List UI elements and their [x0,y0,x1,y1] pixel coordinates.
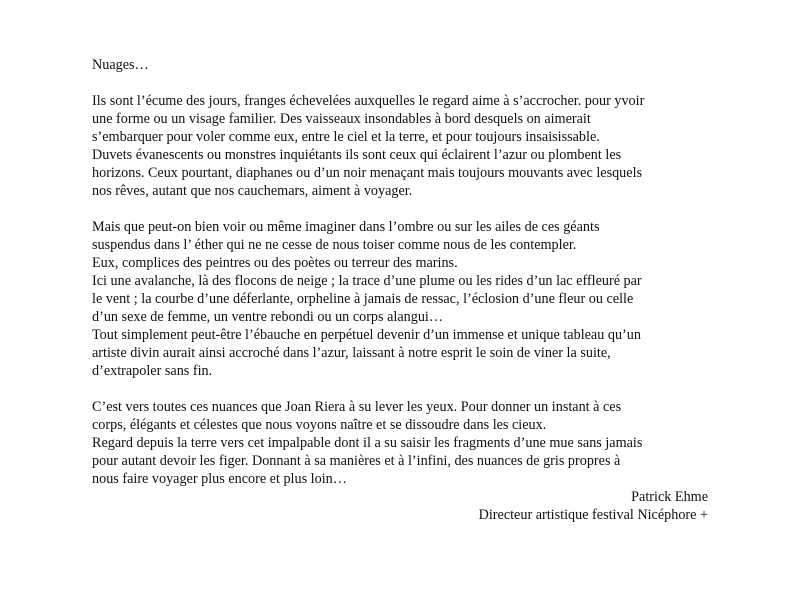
text-line: d’extrapoler sans fin. [92,363,213,379]
text-line: artiste divin aurait ainsi accroché dans l’azur, laissant à notre esprit le soin de viner la suite, [92,345,611,361]
paragraph-1 [92,92,712,200]
text-line: nos rêves, autant que nos cauchemars, aiment à voyager. [92,183,413,199]
signature-role: Directeur artistique festival Nicéphore + [478,507,708,523]
text-line: C’est vers toutes ces nuances que Joan Riera à su lever les yeux. Pour donner un instant à ces [92,399,622,415]
text-line: Regard depuis la terre vers cet impalpable dont il a su saisir les fragments d’une mue sans jamais [92,435,643,451]
text-line: nous faire voyager plus encore et plus loin… [92,471,347,487]
text-line: corps, élégants et célestes que nous voyons naître et se dissoudre dans les cieux. [92,417,547,433]
document-body [92,56,712,524]
text-line: Tout simplement peut-être l’ébauche en perpétuel devenir d’un immense et unique tableau qu’un [92,327,641,343]
signature-name: Patrick Ehme [631,489,708,505]
text-line: d’un sexe de femme, un ventre rebondi ou un corps alangui… [92,309,444,325]
paragraph-spacer [92,74,712,92]
text-line: une forme ou un visage familier. Des vaisseaux insondables à bord desquels on aimerait [92,111,591,127]
text-line: Eux, complices des peintres ou des poètes ou terreur des marins. [92,255,458,271]
text-line: pour autant devoir les figer. Donnant à sa manières et à l’infini, des nuances de gris propres à [92,453,621,469]
text-line: Ils sont l’écume des jours, franges échevelées auxquelles le regard aime à s’accrocher. pour yvoir [92,93,645,109]
text-line: suspendus dans l’ éther qui ne ne cesse de nous toiser comme nous de les contempler. [92,237,577,253]
text-line: Ici une avalanche, là des flocons de neige ; la trace d’une plume ou les rides d’un lac effleuré par [92,273,642,289]
paragraph-2 [92,218,712,380]
text-line: s’embarquer pour voler comme eux, entre le ciel et la terre, et pour toujours insaisissable. [92,129,600,145]
paragraph-spacer [92,380,712,398]
text-line: horizons. Ceux pourtant, diaphanes ou d’un noir menaçant mais toujours mouvants avec lesquels [92,165,643,181]
paragraph-spacer [92,200,712,218]
text-line: Mais que peut-on bien voir ou même imaginer dans l’ombre ou sur les ailes de ces géants [92,219,600,235]
paragraph-3 [92,398,712,488]
text-line: le vent ; la courbe d’une déferlante, orpheline à jamais de ressac, l’éclosion d’une fleur ou celle [92,291,634,307]
text-line: Duvets évanescents ou monstres inquiétants ils sont ceux qui éclairent l’azur ou plombent les [92,147,622,163]
document-title: Nuages… [92,57,149,73]
